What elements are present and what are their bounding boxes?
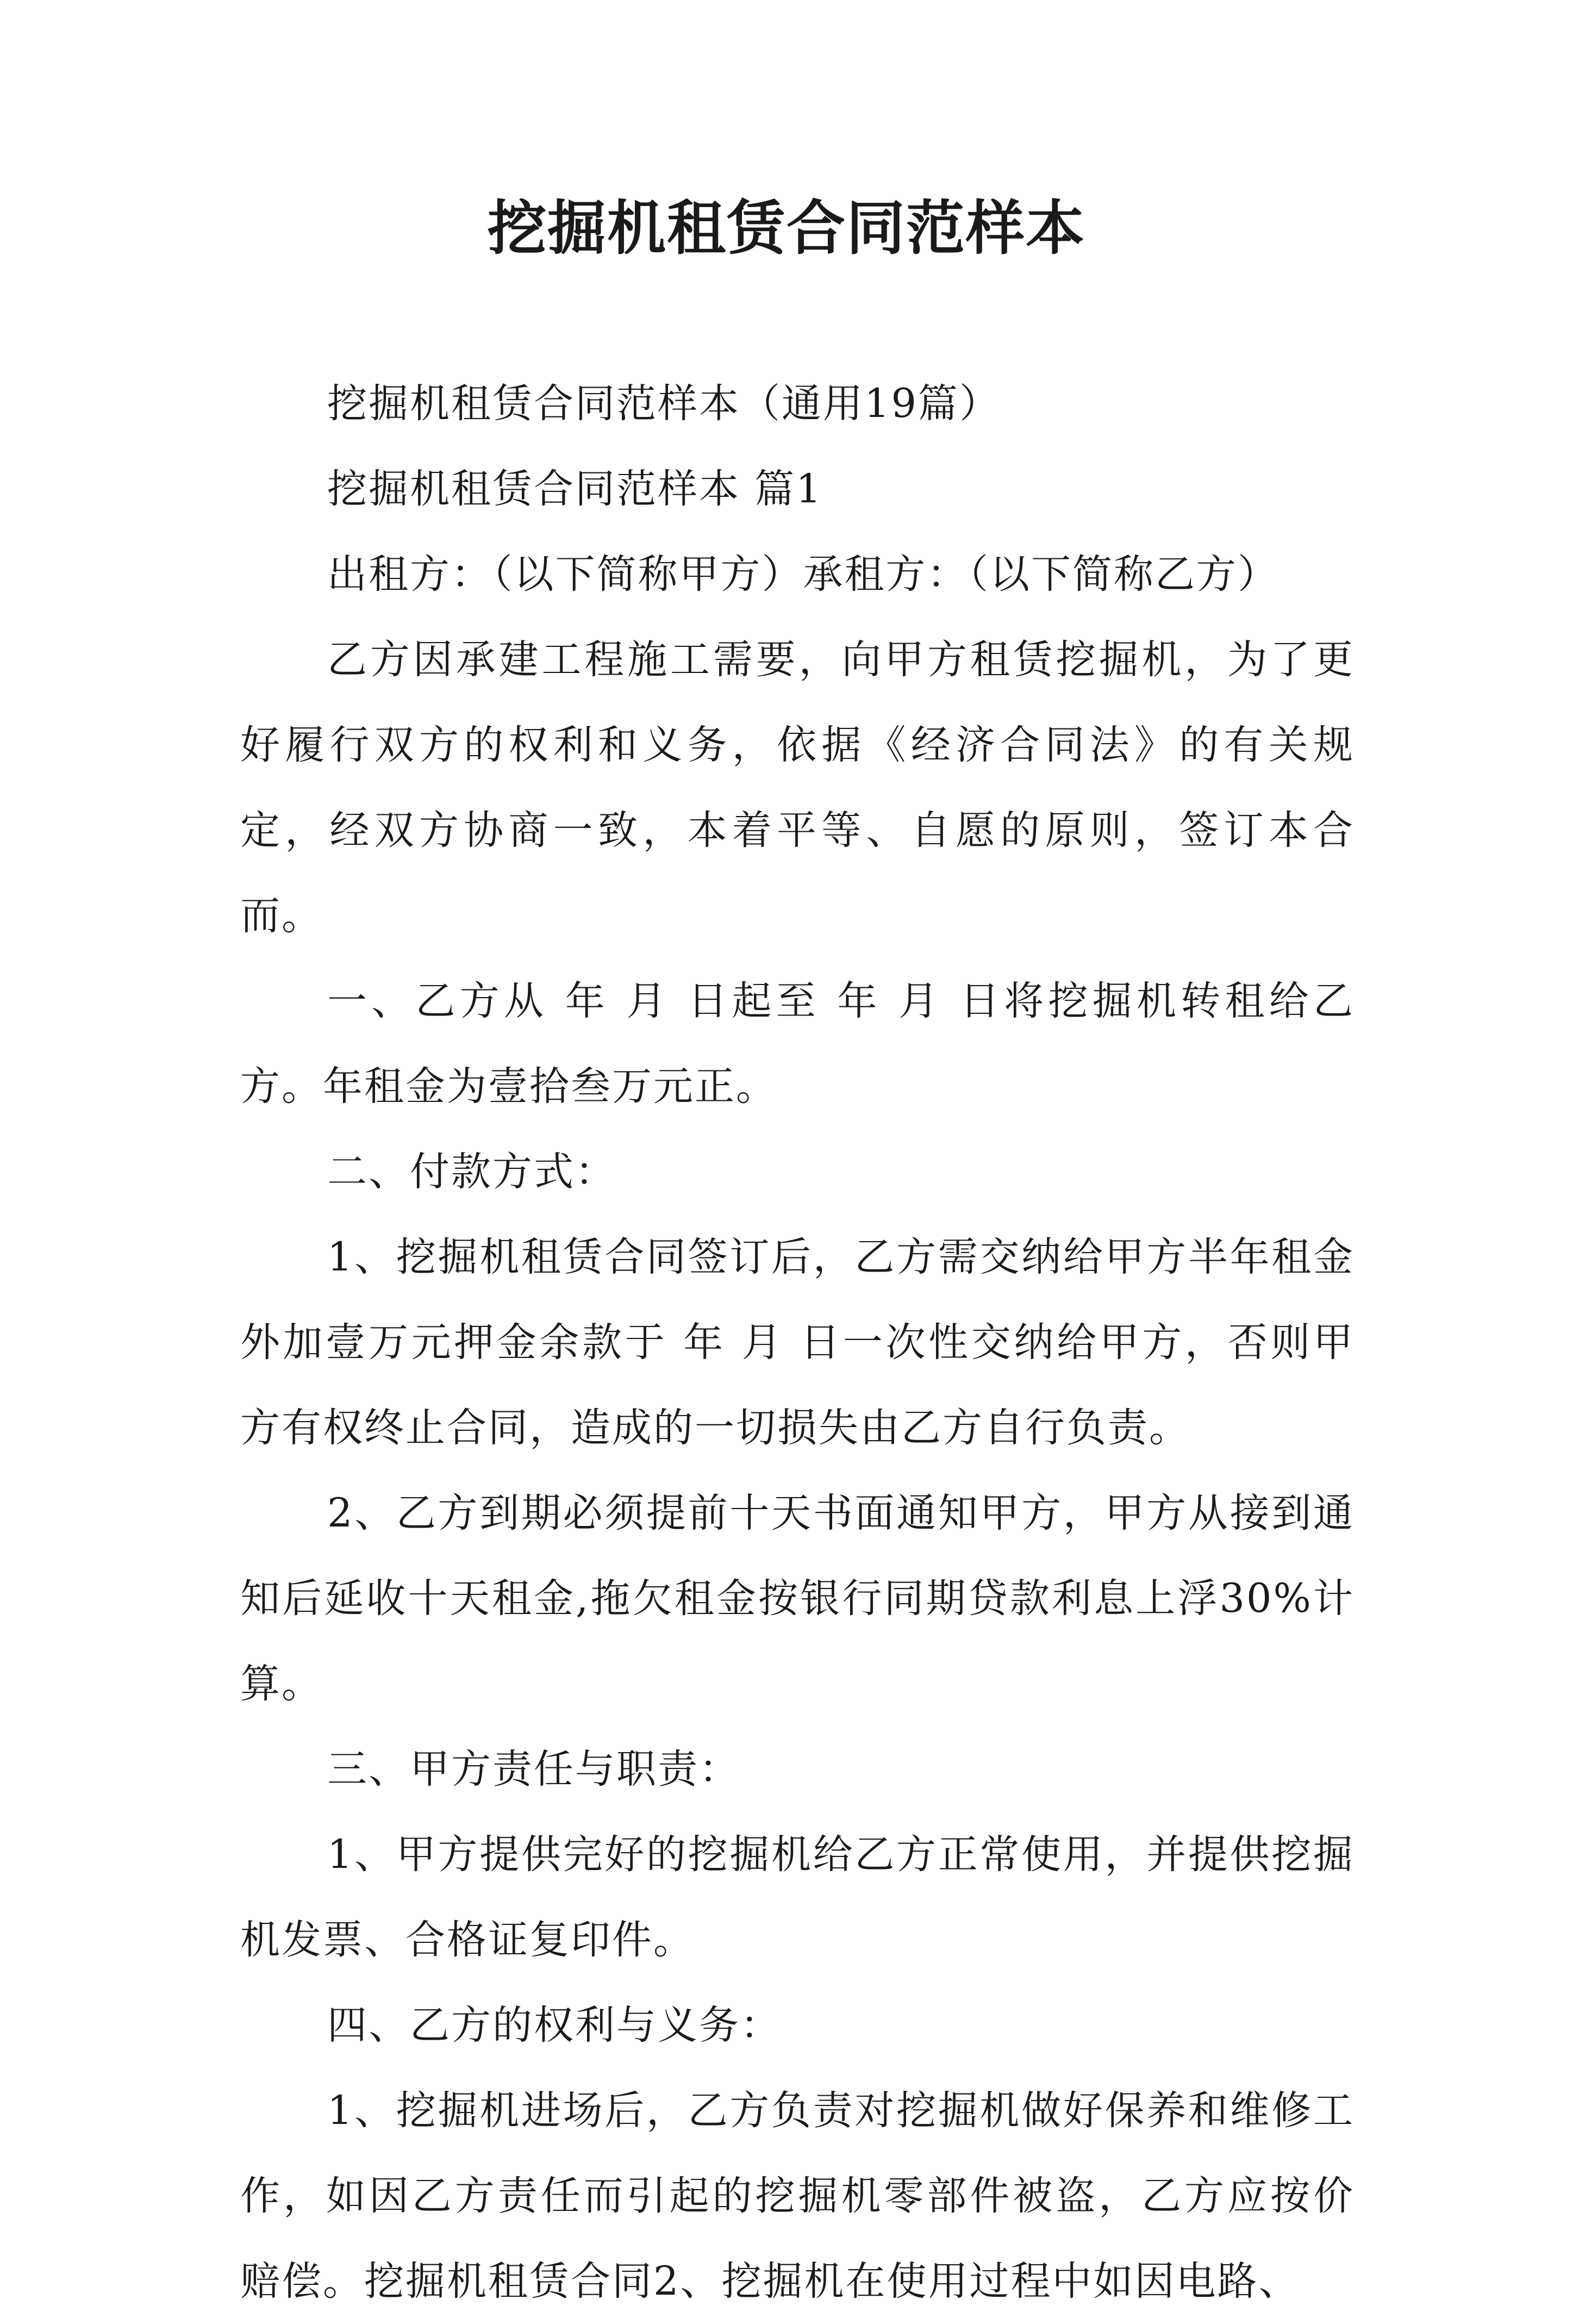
paragraph-clause-1: 一、乙方从 年 月 日起至 年 月 日将挖掘机转租给乙方。年租金为壹拾叁万元正。 bbox=[240, 978, 1354, 1110]
section-heading-lessee: 四、乙方的权利与义务： bbox=[327, 2002, 782, 2048]
paragraph-payment-1: 1、挖掘机租赁合同签订后，乙方需交纳给甲方半年租金外加壹万元押金余款于 年 月 日一次性交纳给甲方，否则甲方有权终止合同，造成的一切损失由乙方自行负责。 bbox=[240, 1234, 1354, 1451]
section-heading-lessor: 三、甲方责任与职责： bbox=[327, 1746, 740, 1792]
paragraph-chapter-heading: 挖掘机租赁合同范样本 篇1 bbox=[327, 466, 823, 512]
paragraph-preamble: 乙方因承建工程施工需要，向甲方租赁挖掘机，为了更好履行双方的权利和义务，依据《经济合同法》的有关规定，经双方协商一致，本着平等、自愿的原则，签订本合而。 bbox=[240, 637, 1354, 939]
paragraph-lessee-1: 1、挖掘机进场后，乙方负责对挖掘机做好保养和维修工作，如因乙方责任而引起的挖掘机零部件被盗，乙方应按价赔偿。挖掘机租赁合同2、挖掘机在使用过程中如因电路、 bbox=[240, 2088, 1354, 2304]
paragraph-lessor-1: 1、甲方提供完好的挖掘机给乙方正常使用，并提供挖掘机发票、合格证复印件。 bbox=[240, 1831, 1354, 1963]
document-title: 挖掘机租赁合同范样本 bbox=[487, 194, 1085, 263]
paragraph-parties: 出租方：（以下简称甲方）承租方：（以下简称乙方） bbox=[327, 551, 1279, 597]
paragraph-subtitle: 挖掘机租赁合同范样本（通用19篇） bbox=[327, 381, 1001, 427]
section-heading-payment: 二、付款方式： bbox=[327, 1149, 616, 1195]
document-body bbox=[240, 361, 1354, 2324]
paragraph-payment-2: 2、乙方到期必须提前十天书面通知甲方，甲方从接到通知后延收十天租金,拖欠租金按银行同期贷款利息上浮30%计算。 bbox=[240, 1490, 1354, 1707]
